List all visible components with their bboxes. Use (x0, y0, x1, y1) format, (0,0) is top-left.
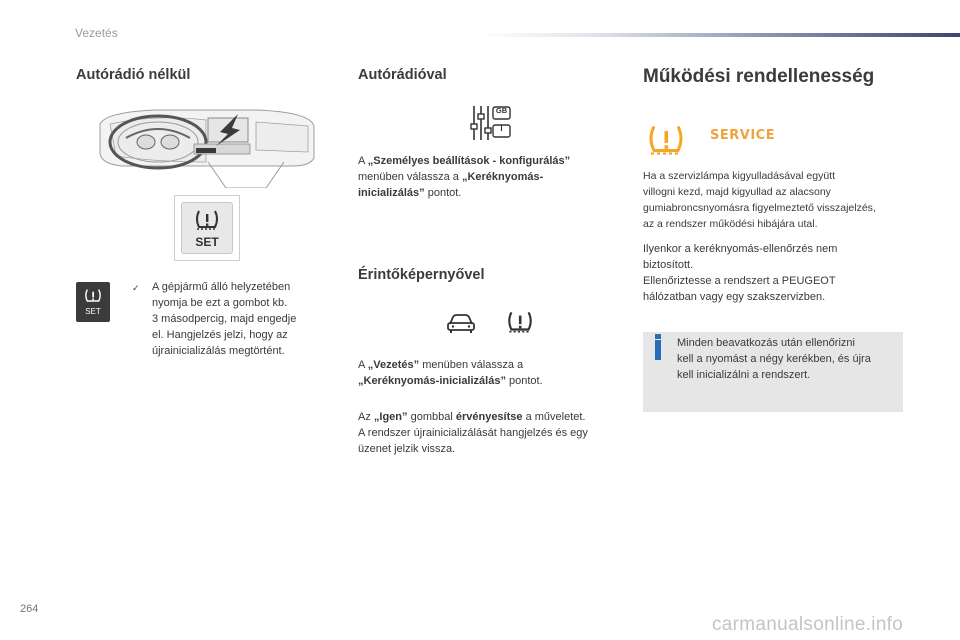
header-bar (478, 33, 960, 37)
car-icon (446, 312, 476, 334)
col1-paragraph: A gépjármű álló helyzetében nyomja be ezt a gombot kb. 3 másodpercig, majd engedje el. Hangjelzés jelzi, hogy az újrainicializálás megtörtént. (152, 281, 297, 357)
section-label: Vezetés (75, 26, 118, 40)
dashboard-illustration (96, 100, 318, 188)
page-number: 264 (20, 603, 39, 615)
tyre-pressure-warning-icon (83, 288, 103, 304)
gb-label: GB (495, 106, 508, 115)
col2-paragraph-3: Az „Igen” gombbal érvényesítse a műveletet. A rendszer újrainicializálását hangjelzés és egy üzenet jelzik vissza. (358, 411, 588, 455)
heading-touchscreen: Érintőképernyővel (358, 267, 485, 283)
info-icon-dot (655, 334, 661, 339)
bullet-icon: ✓ (132, 283, 140, 293)
col2-paragraph-1: A „Személyes beállítások - konfigurálás” menüben válassza a „Keréknyomás- inicializálás” pontot. (358, 155, 571, 199)
info-text: Minden beavatkozás után ellenőrizni kell a nyomást a négy kerékben, és újra kell inicializálni a rendszert. (677, 337, 871, 381)
heading-malfunction: Működési rendellenesség (643, 66, 875, 87)
col2-paragraph-2: A „Vezetés” menüben válassza a „Keréknyomás-inicializálás” pontot. (358, 359, 543, 387)
heading-with-radio: Autórádióval (358, 67, 447, 83)
col3-paragraph-1: Ha a szervizlámpa kigyulladásával együtt villogni kezd, majd kigyullad az alacsony gumiabroncsnyomásra figyelmeztető visszajelzés, az a rendszer működési hibájára utal. (643, 170, 876, 230)
heading-without-radio: Autórádió nélkül (76, 67, 191, 83)
set-button-small-label: SET (85, 307, 101, 316)
tyre-pressure-warning-icon (505, 309, 535, 335)
col3-paragraph-2: Ilyenkor a keréknyomás-ellenőrzés nem biztosított. Ellenőriztesse a rendszert a PEUGEOT hálózatban vagy egy szakszervizben. (643, 243, 838, 303)
watermark: carmanualsonline.info (712, 614, 904, 635)
tyre-pressure-warning-icon (193, 209, 221, 231)
i-label: I (500, 124, 503, 133)
info-icon (655, 340, 661, 360)
set-button[interactable] (181, 202, 233, 254)
set-button-small (76, 282, 110, 322)
service-warning-label: SERVICE (710, 128, 776, 143)
tyre-pressure-warning-icon (645, 120, 687, 160)
set-button-label: SET (195, 235, 219, 249)
